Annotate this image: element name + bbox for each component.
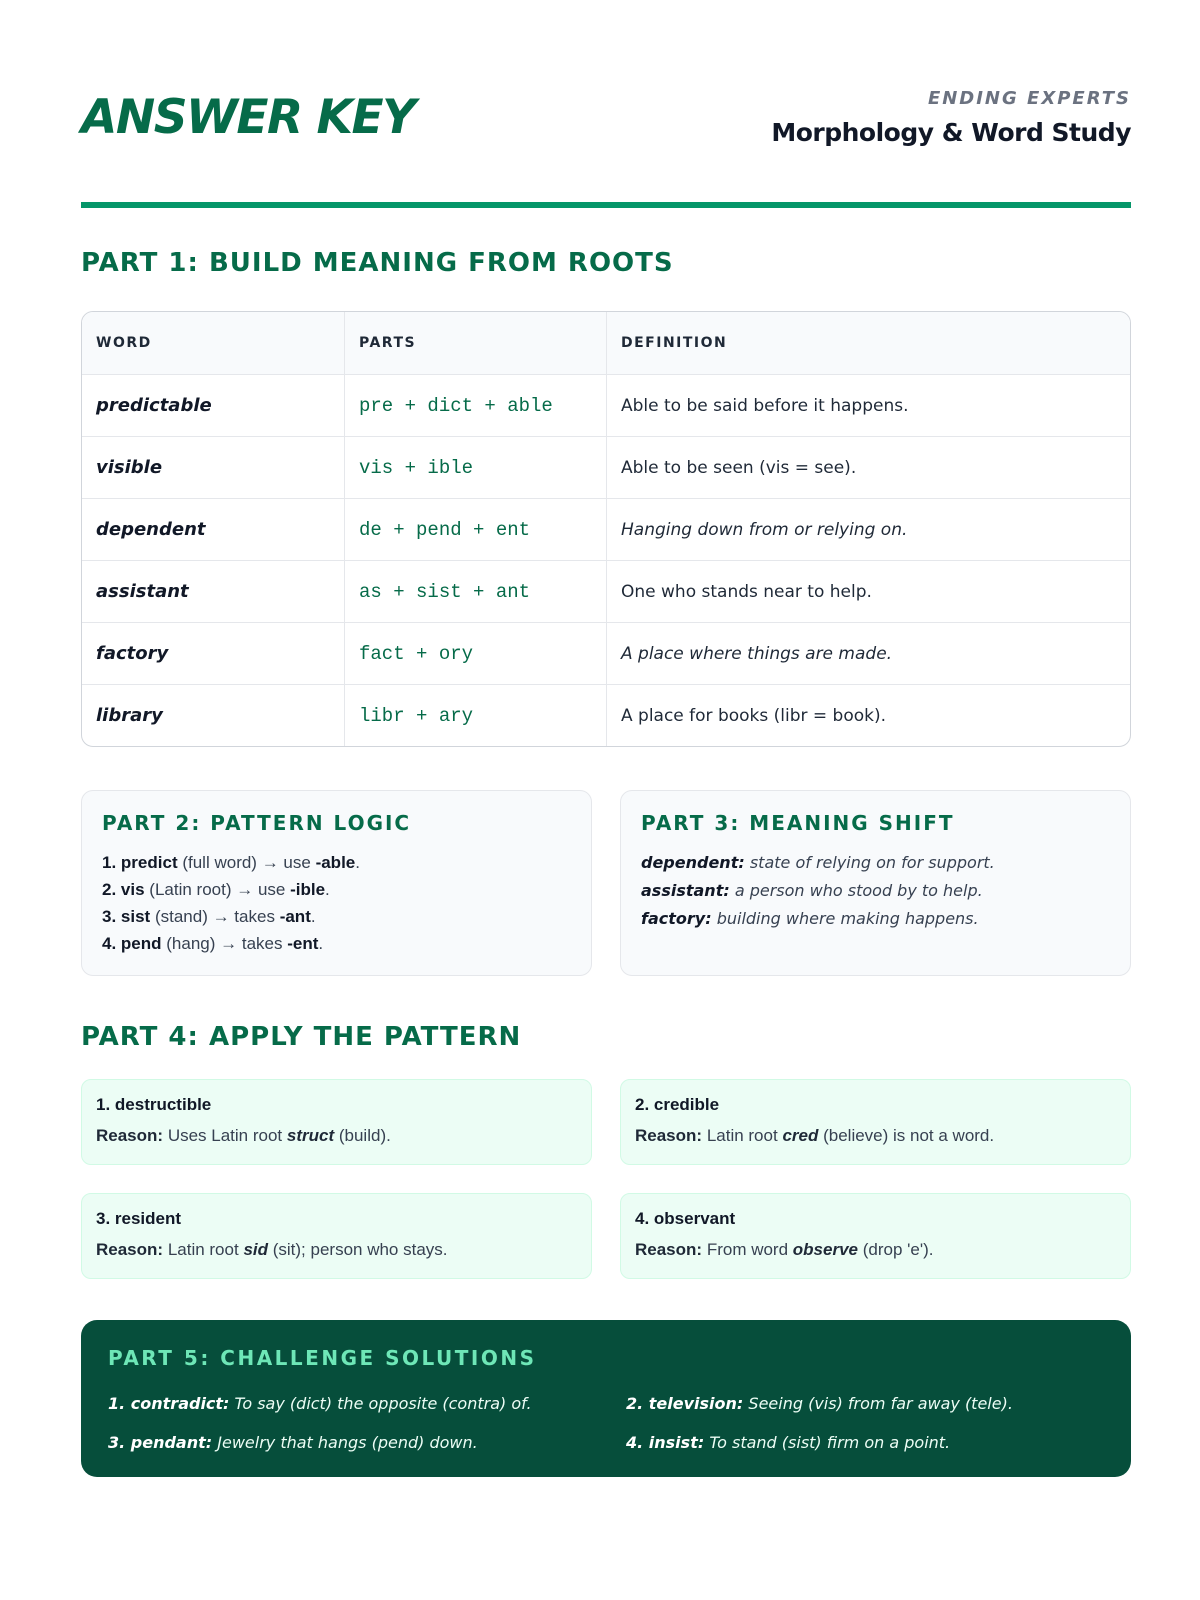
card-title: 1. destructible [96, 1095, 212, 1114]
part1-title: PART 1: BUILD MEANING FROM ROOTS [81, 248, 674, 278]
item-number: 4. [102, 934, 117, 953]
item-ending: -ible [290, 880, 326, 899]
column-header-definition: DEFINITION [606, 312, 1130, 374]
list-item [102, 849, 571, 876]
item-ending: -ent [287, 934, 319, 953]
header [81, 88, 1131, 148]
table-row [82, 684, 1130, 746]
reason-pre: Uses Latin root [167, 1126, 283, 1145]
shift-word: dependent: [641, 853, 745, 872]
list-item [102, 930, 571, 957]
table-row [82, 374, 1130, 436]
brand-block [771, 88, 1131, 148]
word-cell: library [96, 705, 163, 726]
list-item [641, 905, 1110, 933]
page-title: ANSWER KEY [81, 90, 415, 145]
item-ending: -able [315, 853, 356, 872]
word-cell: assistant [96, 581, 189, 602]
column-header-parts: PARTS [344, 312, 606, 374]
item-root: predict [120, 853, 178, 872]
definition-cell: A place where things are made. [621, 643, 893, 664]
reason-label: Reason: [96, 1126, 164, 1145]
definition-cell: Able to be seen (vis = see). [621, 457, 857, 478]
reason-label: Reason: [635, 1240, 703, 1259]
solution-item [108, 1433, 478, 1452]
series-name: ENDING EXPERTS [927, 88, 1131, 109]
parts-cell: libr + ary [359, 704, 474, 727]
item-root: pend [120, 934, 162, 953]
card-title: 3. resident [96, 1209, 182, 1228]
item-number: 1. [102, 853, 117, 872]
table-row [82, 622, 1130, 684]
part3-title: PART 3: MEANING SHIFT [641, 811, 955, 835]
list-item [641, 877, 1110, 905]
reason-post: (drop 'e'). [862, 1240, 934, 1259]
solution-term: 1. contradict: [108, 1394, 230, 1413]
card-title: 2. credible [635, 1095, 720, 1114]
reason-post: (build). [338, 1126, 391, 1145]
shift-text: a person who stood by to help. [734, 881, 983, 900]
definition-cell: One who stands near to help. [621, 581, 872, 602]
item-end: . [325, 880, 330, 899]
pattern-card [81, 1193, 592, 1279]
solution-text: To say (dict) the opposite (contra) of. [234, 1394, 532, 1413]
word-cell: visible [96, 457, 163, 478]
part2-title: PART 2: PATTERN LOGIC [102, 811, 412, 835]
card-reason [96, 1239, 577, 1261]
item-end: . [318, 934, 324, 953]
item-note: (hang) → takes [166, 934, 283, 953]
shift-word: assistant: [641, 881, 730, 900]
header-divider [81, 202, 1131, 208]
item-number: 3. [102, 907, 117, 926]
shift-text: building where making happens. [716, 909, 979, 928]
definition-cell: A place for books (libr = book). [621, 705, 887, 726]
solution-text: Seeing (vis) from far away (tele). [748, 1394, 1013, 1413]
reason-root: sid [243, 1240, 268, 1259]
subject-title: Morphology & Word Study [771, 118, 1131, 147]
reason-post: (believe) is not a word. [823, 1126, 995, 1145]
item-root: vis [120, 880, 145, 899]
reason-root: observe [792, 1240, 858, 1259]
roots-table [81, 311, 1131, 747]
table-row [82, 436, 1130, 498]
solution-term: 3. pendant: [108, 1433, 213, 1452]
card-reason [96, 1125, 577, 1147]
pattern-card [620, 1193, 1131, 1279]
answer-key-page [81, 0, 1131, 1600]
item-end: . [355, 853, 360, 872]
pattern-logic-box [81, 790, 592, 976]
table-row [82, 498, 1130, 560]
part5-title: PART 5: CHALLENGE SOLUTIONS [108, 1346, 537, 1370]
parts-cell: fact + ory [359, 642, 474, 665]
column-header-word: WORD [96, 335, 152, 351]
table-header-row [82, 312, 1130, 374]
parts-cell: vis + ible [359, 456, 474, 479]
solution-term: 4. insist: [626, 1433, 705, 1452]
item-note: (stand) → takes [154, 907, 275, 926]
parts-cell: pre + dict + able [359, 394, 553, 417]
card-reason [635, 1239, 1116, 1261]
table-row [82, 560, 1130, 622]
word-cell: factory [96, 643, 169, 664]
item-end: . [310, 907, 316, 926]
word-cell: predictable [96, 395, 212, 416]
pattern-card [620, 1079, 1131, 1165]
list-item [102, 876, 571, 903]
solution-term: 2. television: [626, 1394, 744, 1413]
item-ending: -ant [279, 907, 311, 926]
solution-item [626, 1394, 1013, 1413]
pattern-card [81, 1079, 592, 1165]
reason-root: struct [286, 1126, 335, 1145]
definition-cell: Hanging down from or relying on. [621, 519, 908, 540]
reason-pre: Latin root [167, 1240, 239, 1259]
item-number: 2. [102, 880, 117, 899]
reason-label: Reason: [635, 1126, 703, 1145]
item-note: (full word) → use [182, 853, 311, 872]
reason-post: (sit); person who stays. [272, 1240, 448, 1259]
meaning-shift-box [620, 790, 1131, 976]
item-root: sist [120, 907, 151, 926]
parts-cell: as + sist + ant [359, 580, 531, 603]
reason-root: cred [782, 1126, 819, 1145]
card-reason [635, 1125, 1116, 1147]
card-title: 4. observant [635, 1209, 736, 1228]
solution-item [626, 1433, 950, 1452]
reason-pre: From word [706, 1240, 789, 1259]
part4-title: PART 4: APPLY THE PATTERN [81, 1022, 522, 1052]
reason-label: Reason: [96, 1240, 164, 1259]
shift-text: state of relying on for support. [749, 853, 995, 872]
item-note: (Latin root) → use [149, 880, 286, 899]
list-item [102, 903, 571, 930]
list-item [641, 849, 1110, 877]
definition-cell: Able to be said before it happens. [621, 395, 909, 416]
shift-word: factory: [641, 909, 712, 928]
solution-text: Jewelry that hangs (pend) down. [217, 1433, 478, 1452]
word-cell: dependent [96, 519, 206, 540]
parts-cell: de + pend + ent [359, 518, 531, 541]
challenge-solutions-panel [81, 1320, 1131, 1477]
solution-text: To stand (sist) firm on a point. [709, 1433, 951, 1452]
reason-pre: Latin root [706, 1126, 778, 1145]
solution-item [108, 1394, 532, 1413]
